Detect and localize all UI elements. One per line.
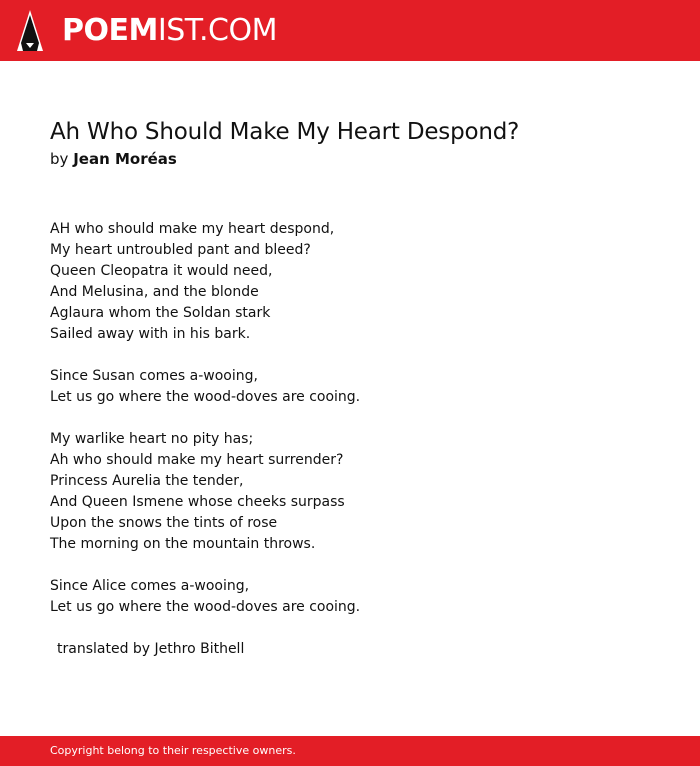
logo-text-bold: POEM [62,13,158,48]
poem-body [50,219,670,639]
poem-stanza [50,576,670,618]
pencil-icon[interactable] [17,10,43,51]
poem-line: AH who should make my heart despond, [50,221,335,237]
poem-line: And Melusina, and the blonde [50,284,259,300]
poem-stanza [50,366,670,408]
poem-author: Jean Moréas [73,150,177,168]
poem-line: Princess Aurelia the tender, [50,473,244,489]
poem-line: The morning on the mountain throws. [50,536,316,552]
poem-line: Since Susan comes a-wooing, [50,368,258,384]
site-logo-text[interactable] [62,13,277,49]
poem-line: Upon the snows the tints of rose [50,515,278,531]
poem-line: And Queen Ismene whose cheeks surpass [50,494,345,510]
poem-line: Queen Cleopatra it would need, [50,263,273,279]
poem-byline [50,149,177,169]
poem-line: My warlike heart no pity has; [50,431,254,447]
poem-line: Let us go where the wood-doves are cooing. [50,389,361,405]
poem-title: Ah Who Should Make My Heart Despond? [50,119,520,145]
by-label: by [50,150,69,168]
poem-line: Aglaura whom the Soldan stark [50,305,271,321]
copyright-notice: Copyright belong to their respective owners. [50,744,296,757]
poem-stanza [50,219,670,345]
poem-line: My heart untroubled pant and bleed? [50,242,311,258]
poem-line: Sailed away with in his bark. [50,326,251,342]
poem-stanza [50,429,670,555]
site-footer [0,736,700,766]
site-header [0,0,700,61]
logo-text-light: IST.COM [157,13,277,48]
poem-line: Let us go where the wood-doves are cooing. [50,599,361,615]
poem-line: Ah who should make my heart surrender? [50,452,344,468]
translator-credit: translated by Jethro Bithell [57,641,245,657]
poem-line: Since Alice comes a-wooing, [50,578,250,594]
